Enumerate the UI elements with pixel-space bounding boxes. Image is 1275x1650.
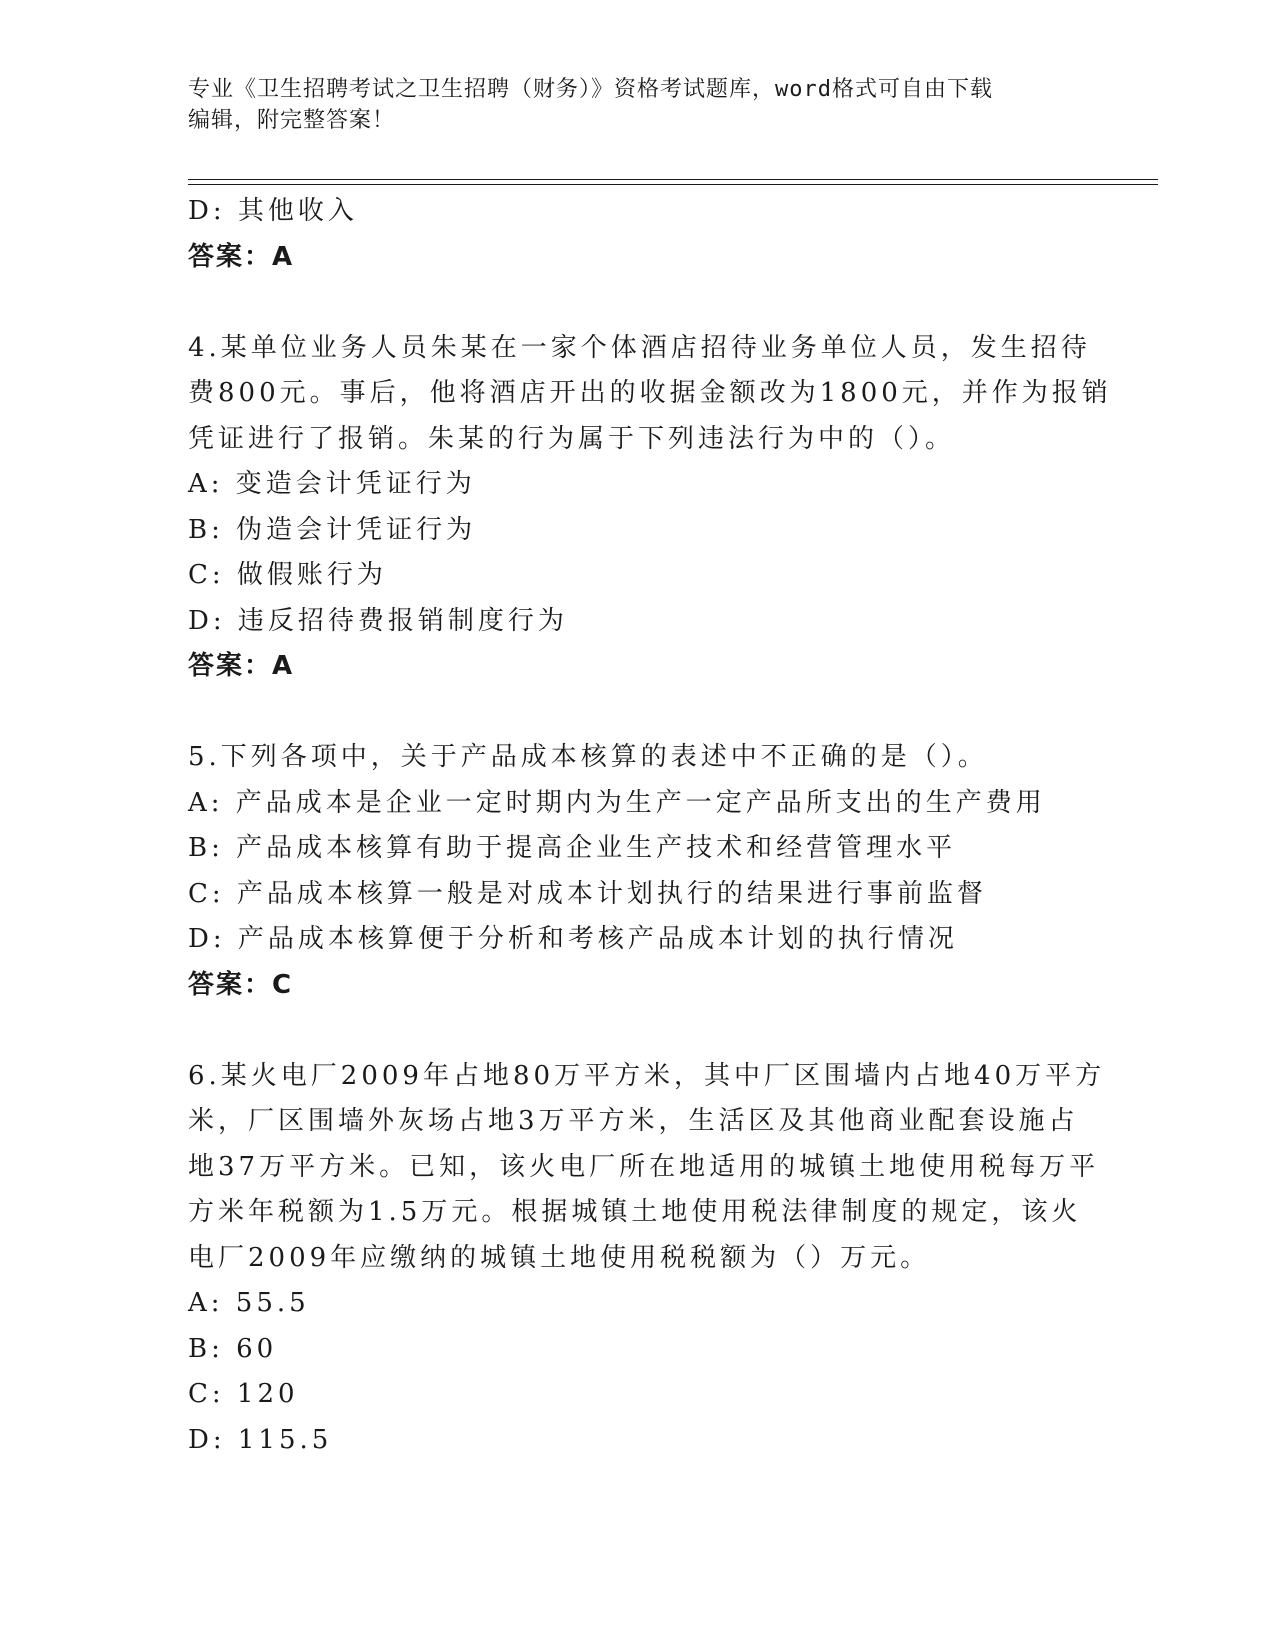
option-d: D: 违反招待费报销制度行为 [188, 605, 568, 636]
option-c: C: 做假账行为 [188, 560, 387, 590]
option-a: A: 变造会计凭证行为 [188, 469, 476, 499]
question-stem-line: 4.某单位业务人员朱某在一家个体酒店招待业务单位人员，发生招待 [188, 332, 1091, 363]
header-divider-bottom [188, 184, 1158, 185]
question-stem-line: 电厂2009年应缴纳的城镇土地使用税税额为（）万元。 [188, 1242, 931, 1273]
question-stem-line: 费800元。事后，他将酒店开出的收据金额改为1800元，并作为报销 [188, 378, 1112, 408]
option-a: A: 55.5 [188, 1288, 310, 1318]
question-stem-line: 凭证进行了报销。朱某的行为属于下列违法行为中的（）。 [188, 423, 956, 454]
answer-line: 答案：A [188, 651, 295, 681]
answer-line: 答案：C [188, 969, 294, 1000]
header-divider-top [188, 179, 1158, 180]
question-stem-line: 米，厂区围墙外灰场占地3万平方米，生活区及其他商业配套设施占 [188, 1106, 1079, 1136]
document-body [188, 189, 1112, 1463]
document-header [188, 74, 1088, 136]
answer-line: 答案：A [188, 241, 295, 272]
spacer [188, 1008, 1088, 1054]
option-b: B: 伪造会计凭证行为 [188, 514, 477, 545]
header-line-1: 专业《卫生招聘考试之卫生招聘（财务）》资格考试题库，word格式可自由下载 [188, 77, 993, 102]
option-d: D: 115.5 [188, 1424, 333, 1455]
spacer [188, 690, 1088, 736]
option-c: C: 产品成本核算一般是对成本计划执行的结果进行事前监督 [188, 878, 987, 909]
option-a: A: 产品成本是企业一定时期内为生产一定产品所支出的生产费用 [188, 787, 1046, 818]
option-b: B: 60 [188, 1333, 278, 1364]
option-d: D: 产品成本核算便于分析和考核产品成本计划的执行情况 [188, 924, 958, 954]
header-line-2: 编辑，附完整答案！ [188, 108, 396, 133]
question-stem-line: 地37万平方米。已知，该火电厂所在地适用的城镇土地使用税每万平 [188, 1151, 1100, 1182]
question-stem-line: 方米年税额为1.5万元。根据城镇土地使用税法律制度的规定，该火 [188, 1197, 1082, 1227]
question-4 [188, 326, 1112, 690]
option-d: D: 其他收入 [188, 196, 358, 226]
option-b: B: 产品成本核算有助于提高企业生产技术和经营管理水平 [188, 833, 957, 863]
previous-question-tail [188, 189, 1088, 280]
question-stem-line: 6.某火电厂2009年占地80万平方米，其中厂区围墙内占地40万平方 [188, 1060, 1106, 1091]
option-c: C: 120 [188, 1379, 299, 1409]
question-stem-line: 5.下列各项中，关于产品成本核算的表述中不正确的是（）。 [188, 742, 988, 772]
question-5 [188, 735, 1088, 1008]
spacer [188, 280, 1088, 326]
question-6 [188, 1054, 1106, 1464]
